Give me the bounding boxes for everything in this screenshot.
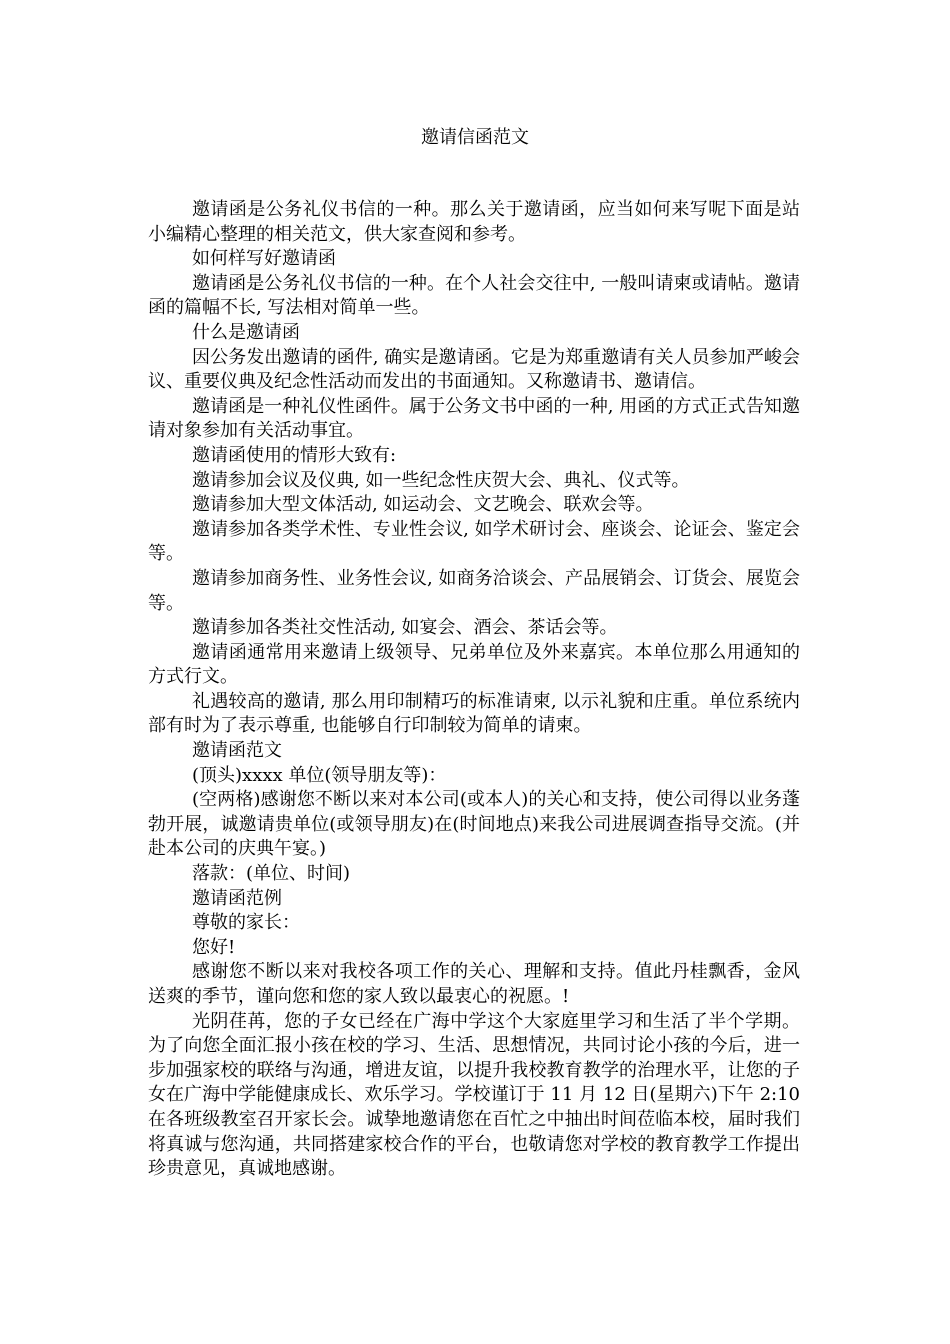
paragraph: 因公务发出邀请的函件, 确实是邀请函。它是为郑重邀请有关人员参加严峻会议、重要仪典及纪念性活动而发出的书面通知。又称邀请书、邀请信。 bbox=[148, 346, 800, 393]
paragraph: 邀请参加各类社交性活动, 如宴会、酒会、茶话会等。 bbox=[192, 617, 618, 639]
paragraph: 邀请参加商务性、业务性会议, 如商务洽谈会、产品展销会、订货会、展览会等。 bbox=[148, 567, 800, 614]
paragraph: 感谢您不断以来对我校各项工作的关心、理解和支持。值此丹桂飘香，金风送爽的季节，谨向您和您的家人致以最衷心的祝愿。! bbox=[148, 961, 800, 1007]
paragraph: (顶头)xxxx 单位(领导朋友等)： bbox=[192, 764, 447, 786]
paragraph: (空两格)感谢您不断以来对本公司(或本人)的关心和支持，使公司得以业务蓬勃开展，诚邀请贵单位(或领导朋友)在(时间地点)来我公司进展调查指导交流。(并赴本公司的庆典午宴。) bbox=[148, 789, 800, 860]
paragraph: 邀请函是公务礼仪书信的一种。那么关于邀请函，应当如何来写呢下面是站小编精心整理的相关范文，供大家查阅和参考。 bbox=[148, 199, 800, 245]
paragraph: 邀请参加各类学术性、专业性会议, 如学术研讨会、座谈会、论证会、鉴定会等。 bbox=[148, 518, 800, 565]
paragraph: 什么是邀请函 bbox=[192, 321, 300, 343]
paragraph: 邀请函是一种礼仪性函件。属于公务文书中函的一种, 用函的方式正式告知邀请对象参加有关活动事宜。 bbox=[148, 395, 800, 442]
paragraph: 邀请函是公务礼仪书信的一种。在个人社会交往中, 一般叫请柬或请帖。邀请函的篇幅不长, 写法相对简单一些。 bbox=[148, 272, 800, 319]
paragraph: 礼遇较高的邀请, 那么用印制精巧的标准请柬, 以示礼貌和庄重。单位系统内部有时为了表示尊重, 也能够自行印制较为简单的请柬。 bbox=[148, 690, 800, 737]
paragraph: 邀请参加会议及仪典, 如一些纪念性庆贺大会、典礼、仪式等。 bbox=[192, 469, 690, 491]
paragraph: 邀请函使用的情形大致有: bbox=[192, 444, 397, 466]
paragraph: 邀请函通常用来邀请上级领导、兄弟单位及外来嘉宾。本单位那么用通知的方式行文。 bbox=[148, 641, 800, 688]
document-title: 邀请信函范文 bbox=[421, 127, 529, 148]
paragraph: 您好! bbox=[192, 936, 236, 958]
paragraph: 邀请函范例 bbox=[192, 887, 282, 909]
paragraph: 落款：(单位、时间) bbox=[192, 863, 351, 885]
paragraph: 尊敬的家长： bbox=[192, 912, 300, 934]
paragraph: 如何样写好邀请函 bbox=[192, 248, 336, 270]
paragraph: 光阴荏苒，您的子女已经在广海中学这个大家庭里学习和生活了半个学期。为了向您全面汇报小孩在校的学习、生活、思想情况，共同讨论小孩的今后，进一步加强家校的联络与沟通，增进友谊，以提升我校教育教学的治理水平，让您的子女在广海中学能健康成长、欢乐学习。学校谨订于 11 月 12 日(星期六)下午 2:10 在各班级教室召开家长会。诚挚地邀请您在百忙之中抽出时间莅临本校，届时我们将真诚与您沟通，共同搭建家校合作的平台，也敬请您对学校的教育教学工作提出珍贵意见，真诚地感谢。 bbox=[148, 1010, 800, 1180]
paragraph: 邀请参加大型文体活动, 如运动会、文艺晚会、联欢会等。 bbox=[192, 494, 654, 516]
document-body bbox=[148, 198, 800, 1182]
paragraph: 邀请函范文 bbox=[192, 740, 282, 762]
